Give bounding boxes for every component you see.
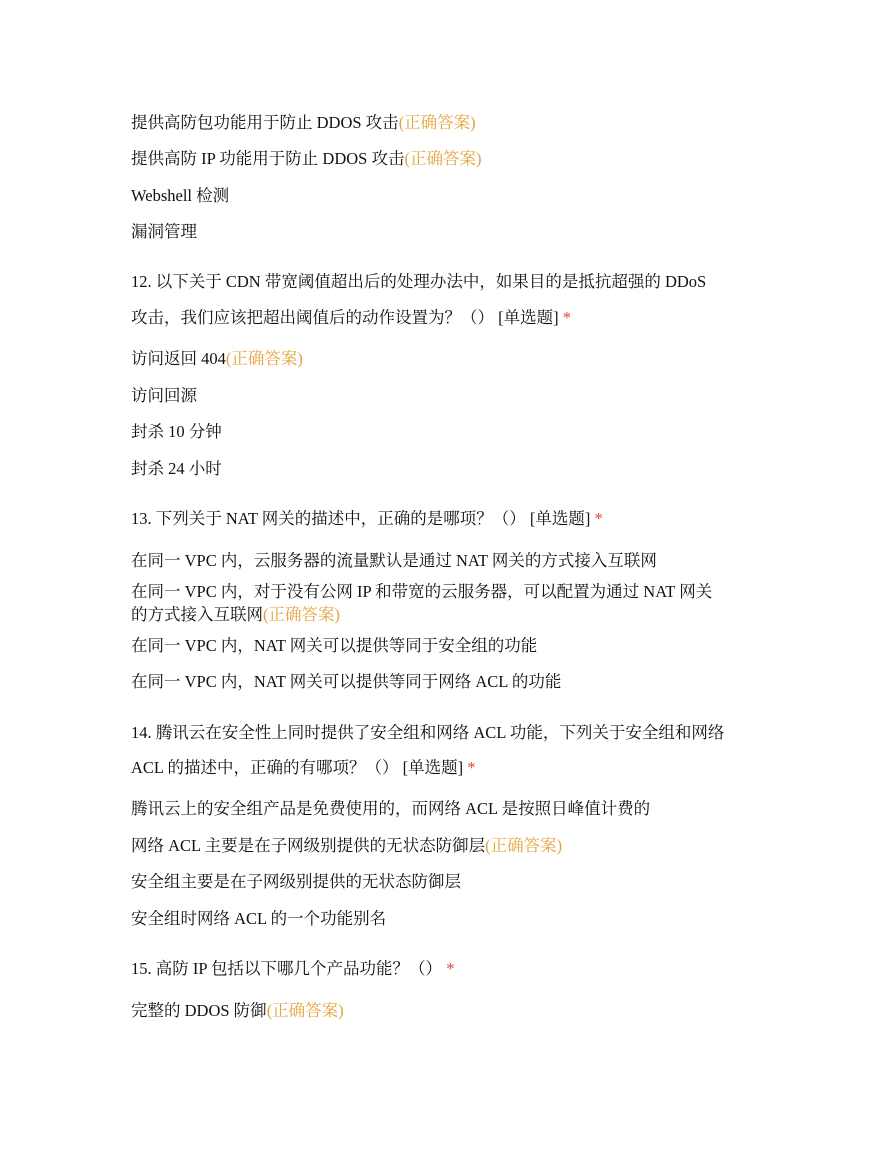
question-title: 15. 高防 IP 包括以下哪几个产品功能？（） * <box>131 959 455 978</box>
required-mark: * <box>467 758 476 777</box>
option-item <box>131 672 561 692</box>
option-text: 的方式接入互联网 <box>131 605 263 624</box>
option-item <box>131 799 650 819</box>
question-title: 14. 腾讯云在安全性上同时提供了安全组和网络 ACL 功能，下列关于安全组和网络 <box>131 723 725 742</box>
option-item <box>131 872 461 892</box>
option-text: 完整的 DDOS 防御 <box>131 1001 267 1020</box>
option-text: 封杀 24 小时 <box>131 459 222 478</box>
option-item <box>131 636 537 656</box>
option-text: 安全组主要是在子网级别提供的无状态防御层 <box>131 872 461 891</box>
option-text: 封杀 10 分钟 <box>131 422 222 441</box>
option-item <box>131 836 562 856</box>
correct-answer-tag: (正确答案) <box>404 149 482 168</box>
option-item <box>131 909 386 929</box>
correct-answer-tag: (正确答案) <box>225 349 303 368</box>
correct-answer-tag: (正确答案) <box>485 836 563 855</box>
required-mark: * <box>562 308 571 327</box>
question-title: 攻击，我们应该把超出阈值后的动作设置为？（） [单选题] * <box>131 308 571 327</box>
question-title: 12. 以下关于 CDN 带宽阈值超出后的处理办法中，如果目的是抵抗超强的 DDoS <box>131 272 707 291</box>
option-item <box>131 386 197 406</box>
option-text: 腾讯云上的安全组产品是免费使用的，而网络 ACL 是按照日峰值计费的 <box>131 799 651 818</box>
option-text: 网络 ACL 主要是在子网级别提供的无状态防御层 <box>131 836 486 855</box>
option-item <box>131 349 303 369</box>
option-item <box>131 605 340 625</box>
option-text: 漏洞管理 <box>131 222 197 241</box>
question-title: 13. 下列关于 NAT 网关的描述中，正确的是哪项？（） [单选题] * <box>131 509 603 528</box>
option-item <box>131 551 657 571</box>
option-text: 安全组时网络 ACL 的一个功能别名 <box>131 909 387 928</box>
option-item <box>131 186 229 206</box>
option-text: 在同一 VPC 内，NAT 网关可以提供等同于安全组的功能 <box>131 636 538 655</box>
correct-answer-tag: (正确答案) <box>266 1001 344 1020</box>
option-text: 在同一 VPC 内，NAT 网关可以提供等同于网络 ACL 的功能 <box>131 672 562 691</box>
option-item <box>131 149 481 169</box>
correct-answer-tag: (正确答案) <box>398 113 476 132</box>
option-text: 访问返回 404 <box>131 349 226 368</box>
correct-answer-tag: (正确答案) <box>263 605 340 624</box>
option-item <box>131 222 197 242</box>
option-item <box>131 459 222 479</box>
option-text: 提供高防 IP 功能用于防止 DDOS 攻击 <box>131 149 405 168</box>
option-item <box>131 1001 344 1021</box>
option-item <box>131 113 476 133</box>
option-text: Webshell 检测 <box>131 186 230 205</box>
option-text: 提供高防包功能用于防止 DDOS 攻击 <box>131 113 399 132</box>
option-text: 在同一 VPC 内，云服务器的流量默认是通过 NAT 网关的方式接入互联网 <box>131 551 657 570</box>
required-mark: * <box>446 959 455 978</box>
option-item <box>131 582 712 602</box>
required-mark: * <box>594 509 603 528</box>
option-text: 在同一 VPC 内，对于没有公网 IP 和带宽的云服务器，可以配置为通过 NAT 网关 <box>131 582 713 601</box>
option-item <box>131 422 222 442</box>
option-text: 访问回源 <box>131 386 197 405</box>
question-title: ACL 的描述中，正确的有哪项？（） [单选题] * <box>131 758 476 777</box>
